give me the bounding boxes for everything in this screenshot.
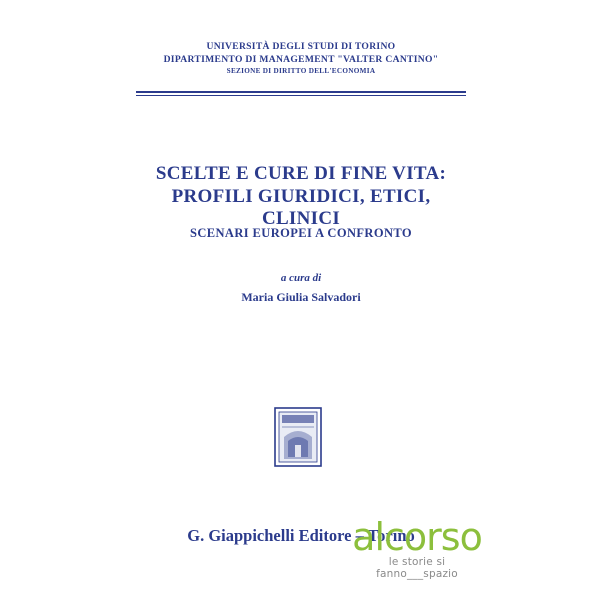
book-subtitle: SCENARI EUROPEI A CONFRONTO xyxy=(189,226,413,240)
book-cover xyxy=(131,0,471,600)
department-name: DIPARTIMENTO DI MANAGEMENT "VALTER CANTINO" xyxy=(163,54,439,65)
university-name: UNIVERSITÀ DEGLI STUDI DI TORINO xyxy=(206,41,396,52)
editor-name: Maria Giulia Salvadori xyxy=(241,290,361,304)
header-divider-thin xyxy=(136,95,466,96)
watermark-name: alcorso xyxy=(352,515,482,559)
publisher-emblem-icon xyxy=(274,407,322,467)
book-title-line-1: SCELTE E CURE DI FINE VITA: xyxy=(155,163,447,184)
book-title-line-2: PROFILI GIURIDICI, ETICI, CLINICI xyxy=(171,186,431,229)
publisher-name: G. Giappichelli Editore – Torino xyxy=(187,526,415,545)
watermark-tagline: le storie si fanno___spazio xyxy=(376,556,458,580)
watermark-logo xyxy=(347,515,487,580)
editor-label: a cura di xyxy=(280,272,322,284)
section-name: SEZIONE DI DIRITTO DELL'ECONOMIA xyxy=(226,67,376,75)
header-divider xyxy=(136,91,466,93)
